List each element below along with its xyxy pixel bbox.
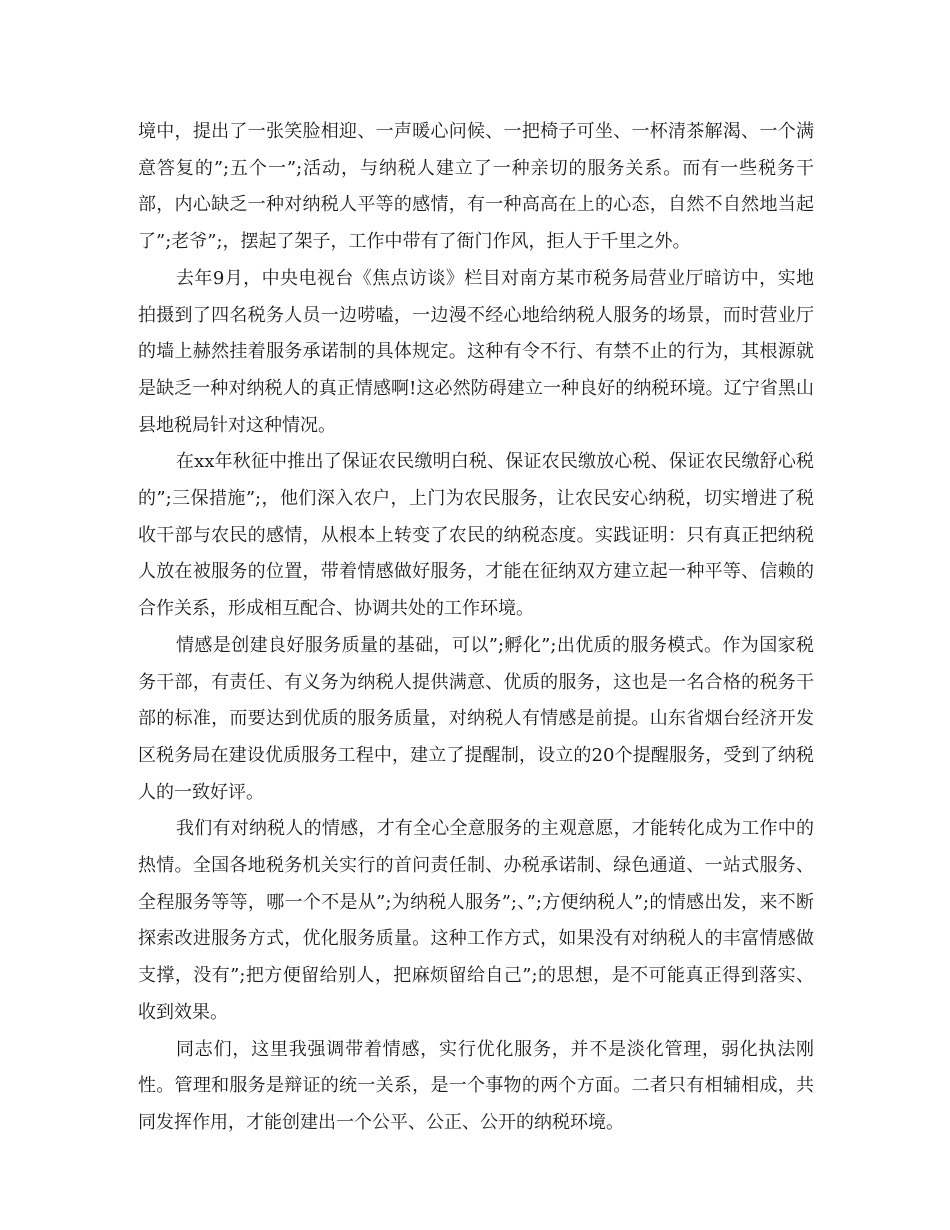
document-body [138, 114, 814, 1142]
paragraph-4: 情感是创建良好服务质量的基础，可以”;孵化”;出优质的服务模式。作为国家税务干部，有责任、有义务为纳税人提供满意、优质的服务，这也是一名合格的税务干部的标准，而要达到优质的服务质量，对纳税人有情感是前提。山东省烟台经济开发区税务局在建设优质服务工程中，建立了提醒制，设立的20个提醒服务，受到了纳税人的一致好评。 [138, 634, 814, 803]
paragraph-2: 去年9月，中央电视台《焦点访谈》栏目对南方某市税务局营业厅暗访中，实地拍摄到了四名税务人员一边唠嗑，一边漫不经心地给纳税人服务的场景，而时营业厅的墙上赫然挂着服务承诺制的具体规定。这种有令不行、有禁不止的行为，其根源就是缺乏一种对纳税人的真正情感啊!这必然防碍建立一种良好的纳税环境。辽宁省黑山县地税局针对这种情况。 [138, 267, 814, 436]
paragraph-6: 同志们，这里我强调带着情感，实行优化服务，并不是淡化管理，弱化执法刚性。管理和服务是辩证的统一关系，是一个事物的两个方面。二者只有相辅相成，共同发挥作用，才能创建出一个公平、公正、公开的纳税环境。 [138, 1038, 814, 1133]
paragraph-1: 境中，提出了一张笑脸相迎、一声暖心问候、一把椅子可坐、一杯清茶解渴、一个满意答复的”;五个一”;活动，与纳税人建立了一种亲切的服务关系。而有一些税务干部，内心缺乏一种对纳税人平等的感情，有一种高高在上的心态，自然不自然地当起了”;老爷”;，摆起了架子，工作中带有了衙门作风，拒人于千里之外。 [138, 121, 814, 253]
paragraph-3: 在xx年秋征中推出了保证农民缴明白税、保证农民缴放心税、保证农民缴舒心税的”;三保措施”;，他们深入农户，上门为农民服务，让农民安心纳税，切实增进了税收干部与农民的感情，从根本上转变了农民的纳税态度。实践证明：只有真正把纳税人放在被服务的位置，带着情感做好服务，才能在征纳双方建立起一种平等、信赖的合作关系，形成相互配合、协调共处的工作环境。 [138, 451, 814, 620]
paragraph-5: 我们有对纳税人的情感，才有全心全意服务的主观意愿，才能转化成为工作中的热情。全国各地税务机关实行的首问责任制、办税承诺制、绿色通道、一站式服务、全程服务等等，哪一个不是从”;为纳税人服务”;、”;方便纳税人”;的情感出发，来不断探索改进服务方式，优化服务质量。这种工作方式，如果没有对纳税人的丰富情感做支撑，没有”;把方便留给别人，把麻烦留给自己”;的思想，是不可能真正得到落实、收到效果。 [138, 818, 814, 1023]
